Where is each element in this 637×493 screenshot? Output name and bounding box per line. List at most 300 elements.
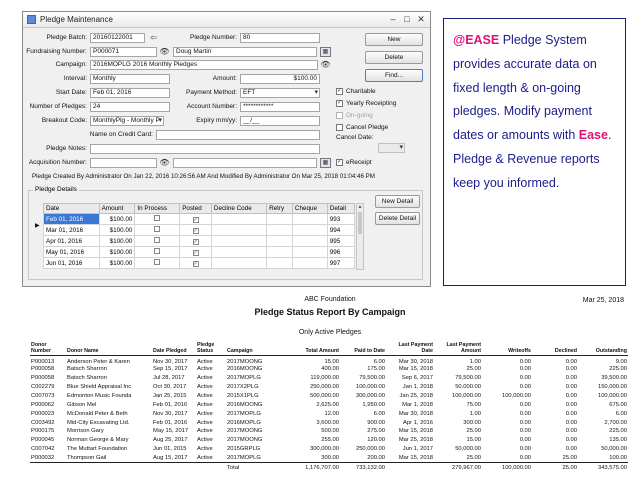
report-cell: 25.00 — [466, 428, 481, 435]
report-cell: 100,000.00 — [355, 384, 385, 391]
report-cell: Jul 28, 2017 — [153, 375, 185, 382]
report-cell: Sep 15, 2017 — [153, 366, 188, 373]
report-cell: 175.00 — [367, 366, 385, 373]
report-cell: 100,000.00 — [597, 392, 627, 399]
report-cell: Thompson Gail — [67, 454, 107, 461]
report-row — [30, 383, 628, 392]
report-cell: 2016MOONG — [227, 366, 263, 373]
report-cell: 0.00 — [565, 401, 577, 408]
report-cell: 2017X2PLG — [227, 384, 259, 391]
pledge-number-field[interactable]: 80 — [240, 33, 320, 43]
posted-checkbox[interactable] — [180, 214, 212, 225]
details-row[interactable] — [44, 225, 355, 236]
report-cell: 300.00 — [321, 454, 339, 461]
report-cell: Active — [197, 446, 213, 453]
details-column-header[interactable]: Amount — [99, 204, 135, 214]
report-cell: Mar 25, 2018 — [398, 437, 433, 444]
pledge-number-label: Pledge Number: — [190, 34, 237, 41]
window-title: Pledge Maintenance — [40, 15, 113, 24]
report-cell: 0.00 — [519, 366, 531, 373]
report-cell: 25.00 — [466, 366, 481, 373]
check-icon: ✓ — [193, 227, 198, 234]
details-column-header[interactable]: Retry — [267, 204, 293, 214]
payment-method-label: Payment Method: — [186, 89, 237, 96]
report-cell: Mar 15, 2018 — [398, 454, 433, 461]
report-cell: Jun 1, 2017 — [402, 446, 433, 453]
details-column-header[interactable]: Detail — [327, 204, 354, 214]
details-cell-retry[interactable] — [267, 225, 293, 236]
details-cell-retry[interactable] — [267, 236, 293, 247]
report-row — [30, 436, 628, 445]
pledge-status-report — [30, 296, 630, 492]
delete-detail-button[interactable]: Delete Detail — [375, 212, 420, 225]
report-cell: 0.00 — [519, 454, 531, 461]
details-cell-date[interactable]: May 01, 2016 — [44, 247, 100, 258]
report-column-header: Declined — [532, 342, 578, 356]
report-organization: ABC Foundation — [304, 296, 356, 303]
details-cell-decline[interactable] — [211, 236, 266, 247]
report-row — [30, 427, 628, 436]
report-cell: 900.00 — [367, 419, 385, 426]
report-cell: 50,000.00 — [601, 446, 627, 453]
details-cell-detail[interactable]: 994 — [327, 225, 354, 236]
report-cell: C007073 — [31, 392, 55, 399]
binoculars-icon[interactable]: 👁 — [159, 158, 170, 167]
report-column-header: Campaign — [226, 342, 288, 356]
report-cell: 250,000.00 — [355, 446, 385, 453]
report-cell: 0.00 — [565, 366, 577, 373]
cancel-pledge-checkbox[interactable]: Cancel Pledge — [336, 124, 388, 131]
number-of-pledges-label: Number of Pledges: — [29, 103, 87, 110]
details-column-header[interactable]: Date — [44, 204, 100, 214]
details-cell-amount[interactable]: $100.00 — [99, 258, 135, 269]
ease-text: Ease — [578, 128, 608, 143]
report-cell: 0.00 — [565, 437, 577, 444]
ereceipt-checkbox[interactable]: ✓ eReceipt — [337, 159, 372, 166]
report-cell: Edmonton Music Founda — [67, 392, 132, 399]
report-column-header: Donor Number — [30, 342, 66, 356]
details-cell-decline[interactable] — [211, 225, 266, 236]
details-cell-detail[interactable]: 996 — [327, 247, 354, 258]
report-cell: 75.00 — [466, 401, 481, 408]
report-cell: Batsch Sharron — [67, 366, 107, 373]
report-cell: 0.00 — [565, 419, 577, 426]
report-cell: 120.00 — [367, 437, 385, 444]
total-last-payment-amount: 279,967.00 — [434, 463, 482, 472]
acquisition-name-field — [173, 158, 317, 168]
maximize-icon[interactable]: □ — [404, 14, 410, 24]
total-writeoffs: 100,000.00 — [482, 463, 532, 472]
posted-checkbox[interactable] — [180, 225, 212, 236]
details-cell-amount[interactable]: $100.00 — [99, 225, 135, 236]
report-cell: Mar 1, 2018 — [402, 401, 433, 408]
total-empty-cell — [66, 463, 152, 472]
brand-text: @EASE — [453, 33, 500, 47]
report-cell: 0.00 — [565, 392, 577, 399]
check-icon: ✓ — [337, 88, 343, 94]
report-cell: 300,000.00 — [355, 392, 385, 399]
report-cell: 0.00 — [565, 384, 577, 391]
report-cell: Jan 25, 2015 — [153, 392, 187, 399]
report-cell: P000062 — [31, 401, 55, 408]
details-cell-retry[interactable] — [267, 214, 293, 225]
report-cell: 225.00 — [609, 428, 627, 435]
calendar-icon[interactable]: ▦ — [320, 158, 331, 168]
details-cell-date[interactable]: Apr 01, 2016 — [44, 236, 100, 247]
check-icon: ✓ — [337, 159, 343, 165]
report-cell: 0.00 — [519, 358, 531, 365]
details-cell-amount[interactable]: $100.00 — [99, 214, 135, 225]
in-process-checkbox[interactable] — [135, 236, 180, 247]
report-date: Mar 25, 2018 — [582, 297, 624, 304]
report-cell: Aug 15, 2017 — [153, 454, 188, 461]
check-icon: ✓ — [337, 100, 343, 106]
report-cell: 100,000.00 — [501, 392, 531, 399]
payment-method-select[interactable]: EFT ▾ — [240, 88, 320, 98]
in-process-checkbox[interactable] — [135, 225, 180, 236]
title-bar — [23, 12, 430, 28]
calendar-icon[interactable]: ▦ — [320, 47, 331, 57]
report-column-header: Total Amount — [288, 342, 340, 356]
posted-checkbox[interactable] — [180, 258, 212, 269]
total-label: Total — [226, 463, 288, 472]
report-row — [30, 445, 628, 454]
report-cell: 275.00 — [367, 428, 385, 435]
binoculars-icon[interactable]: 👁 — [320, 60, 331, 69]
report-cell: 400.00 — [321, 366, 339, 373]
details-column-header[interactable]: Decline Code — [211, 204, 266, 214]
row-pointer-icon: ▶ — [35, 223, 40, 229]
interval-field[interactable]: Monthly — [90, 74, 170, 84]
pledge-batch-field[interactable]: 20160122001 — [90, 33, 145, 43]
report-cell: Gibson Mel — [67, 401, 97, 408]
campaign-label: Campaign: — [55, 61, 87, 68]
report-cell: Active — [197, 454, 213, 461]
report-cell: 119,000.00 — [310, 375, 339, 382]
details-cell-decline[interactable] — [211, 214, 266, 225]
report-cell: Jan 25, 2018 — [399, 392, 433, 399]
report-cell: 500,000.00 — [309, 392, 339, 399]
details-cell-amount[interactable]: $100.00 — [99, 236, 135, 247]
report-cell: 0.00 — [519, 437, 531, 444]
total-empty-cell — [152, 463, 196, 472]
report-cell: Norman George & Mary — [67, 437, 129, 444]
campaign-field[interactable]: 2016MOPLG 2016 Monthly Pledges — [90, 60, 318, 70]
report-cell: Mar 30, 2018 — [398, 410, 433, 417]
report-cell: 6.00 — [615, 410, 627, 417]
details-cell-cheque[interactable] — [292, 236, 327, 247]
in-process-checkbox[interactable] — [135, 247, 180, 258]
report-cell: C007042 — [31, 446, 55, 453]
promo-text-1: Pledge System provides accurate data on fixed length & on-going pledges. Modify payment dates or amounts with — [453, 33, 597, 143]
on-going-checkbox[interactable]: On-going — [336, 112, 373, 119]
details-cell-retry[interactable] — [267, 258, 293, 269]
details-cell-detail[interactable]: 995 — [327, 236, 354, 247]
yearly-receipting-checkbox[interactable]: ✓ Yearly Receipting — [337, 100, 397, 107]
pledge-batch-label: Pledge Batch: — [46, 34, 87, 41]
report-cell: Oct 30, 2017 — [153, 384, 187, 391]
check-icon: ✓ — [193, 216, 198, 223]
breakout-code-select[interactable]: MonthlyPlg - Monthly P ▾ — [90, 116, 164, 126]
report-row — [30, 356, 628, 365]
report-cell: 100,000.00 — [451, 392, 481, 399]
report-title: Pledge Status Report By Campaign — [254, 307, 406, 317]
report-table — [30, 342, 628, 471]
report-cell: 2017MOONG — [227, 437, 263, 444]
report-cell: 150,000.00 — [597, 384, 627, 391]
pledge-details-title: Pledge Details — [35, 186, 77, 193]
report-cell: Aug 25, 2017 — [153, 437, 188, 444]
report-cell: Sep 6, 2017 — [401, 375, 433, 382]
details-cell-cheque[interactable] — [292, 258, 327, 269]
report-cell: 0.00 — [519, 410, 531, 417]
report-cell: 6.00 — [373, 358, 385, 365]
total-empty-cell — [196, 463, 226, 472]
total-declined: 25.00 — [532, 463, 578, 472]
report-cell: Active — [197, 358, 213, 365]
report-cell: P000045 — [31, 437, 55, 444]
fundraising-number-field[interactable]: P000071 — [90, 47, 157, 57]
in-process-checkbox[interactable] — [135, 214, 180, 225]
report-cell: 2017MOPLG — [227, 410, 261, 417]
details-row[interactable] — [44, 247, 355, 258]
report-cell: 0.00 — [565, 410, 577, 417]
pledge-notes-label: Pledge Notes: — [46, 145, 87, 152]
account-number-field[interactable]: ************ — [240, 102, 320, 112]
report-cell: Active — [197, 419, 213, 426]
details-cell-cheque[interactable] — [292, 247, 327, 258]
report-cell: Active — [197, 392, 213, 399]
check-icon: ✓ — [193, 249, 198, 256]
report-cell: 250,000.00 — [309, 384, 339, 391]
start-date-label: Start Date: — [55, 89, 87, 96]
details-cell-amount[interactable]: $100.00 — [99, 247, 135, 258]
check-icon: ✓ — [193, 238, 198, 245]
report-cell: 3,600.00 — [316, 419, 339, 426]
details-scrollbar[interactable] — [356, 203, 364, 270]
expiry-field[interactable]: __/__ — [240, 116, 320, 126]
report-cell: 12.00 — [324, 410, 339, 417]
delete-button[interactable]: Delete — [365, 51, 423, 64]
details-cell-date[interactable]: Feb 01, 2016 — [44, 214, 100, 225]
report-cell: 79,500.00 — [455, 375, 481, 382]
report-column-header: Last Payment Date — [386, 342, 434, 356]
report-cell: Batsch Sharron — [67, 375, 107, 382]
details-cell-date[interactable]: Mar 01, 2016 — [44, 225, 100, 236]
amount-field[interactable]: $100.00 — [240, 74, 320, 84]
report-cell: 135.00 — [609, 437, 627, 444]
pledge-details-table — [43, 203, 355, 269]
details-row[interactable] — [44, 236, 355, 247]
report-cell: P000013 — [31, 358, 55, 365]
report-cell: P000032 — [31, 454, 55, 461]
details-cell-retry[interactable] — [267, 247, 293, 258]
report-cell: 2016MOONG — [227, 401, 263, 408]
fundraising-number-label: Fundraising Number: — [26, 48, 87, 55]
acquisition-number-field[interactable] — [90, 158, 157, 168]
donor-name-field: Doug Martin — [173, 47, 317, 57]
report-column-header: Pledge Status — [196, 342, 226, 356]
posted-checkbox[interactable] — [180, 236, 212, 247]
cancel-date-label: Cancel Date: — [336, 134, 374, 141]
report-cell: 9.00 — [615, 358, 627, 365]
number-of-pledges-field[interactable]: 24 — [90, 102, 170, 112]
details-column-header[interactable]: In Process — [135, 204, 180, 214]
report-row — [30, 400, 628, 409]
report-cell: Mar 15, 2018 — [398, 366, 433, 373]
report-cell: 225.00 — [609, 366, 627, 373]
report-cell: Jan 1, 2018 — [402, 384, 433, 391]
report-cell: 50,000.00 — [455, 384, 481, 391]
report-total-row — [30, 463, 628, 472]
report-column-header: Outstanding — [578, 342, 628, 356]
acquisition-number-label: Acquisition Number: — [28, 159, 87, 166]
report-cell: 2015GRPLG — [227, 446, 261, 453]
minimize-icon[interactable]: – — [390, 14, 396, 24]
report-cell: 500.00 — [321, 428, 339, 435]
posted-checkbox[interactable] — [180, 247, 212, 258]
report-cell: Active — [197, 366, 213, 373]
report-cell: 0.00 — [519, 428, 531, 435]
report-cell: 15.00 — [466, 437, 481, 444]
pledge-maintenance-window — [22, 11, 431, 287]
details-cell-cheque[interactable] — [292, 214, 327, 225]
report-cell: 2015X1PLG — [227, 392, 259, 399]
report-cell: 1.00 — [469, 358, 481, 365]
report-cell: 0.00 — [565, 358, 577, 365]
report-cell: 0.00 — [565, 446, 577, 453]
total-total-amount: 1,176,707.00 — [288, 463, 340, 472]
report-row — [30, 391, 628, 400]
binoculars-icon[interactable]: 👁 — [159, 47, 170, 56]
report-cell: 2,625.00 — [316, 401, 339, 408]
report-cell: Nov 30, 2017 — [153, 410, 188, 417]
scroll-up-icon[interactable]: ▲ — [357, 204, 363, 210]
check-icon: ✓ — [193, 260, 198, 267]
report-cell: 1.00 — [469, 410, 481, 417]
charitable-checkbox[interactable]: ✓ Charitable — [337, 88, 376, 95]
details-row[interactable] — [44, 258, 355, 269]
find-button[interactable]: Find... — [365, 69, 423, 82]
interval-label: Interval: — [63, 75, 87, 82]
report-row — [30, 418, 628, 427]
report-cell: Mid-City Excavating Ltd. — [67, 419, 130, 426]
report-column-header: Writeoffs — [482, 342, 532, 356]
report-cell: C002279 — [31, 384, 55, 391]
report-cell: 25.00 — [466, 454, 481, 461]
scroll-thumb[interactable] — [358, 212, 362, 234]
details-cell-detail[interactable]: 993 — [327, 214, 354, 225]
report-subtitle: Only Active Pledges — [298, 329, 362, 336]
report-cell: Anderson Peter & Karen — [67, 358, 130, 365]
report-cell: 2016MOPLG — [227, 419, 261, 426]
cancel-date-field[interactable] — [378, 143, 405, 153]
report-cell: 79,500.00 — [359, 375, 385, 382]
audit-text: Pledge Created By Administrator On Jan 22, 2016 10:26:56 AM And Modified By Administrator On Mar 25, 2018 01:04:46 PM — [32, 173, 375, 180]
in-process-checkbox[interactable] — [135, 258, 180, 269]
report-row — [30, 454, 628, 463]
total-empty-cell — [30, 463, 66, 472]
total-empty-cell — [386, 463, 434, 472]
report-cell: P000023 — [31, 410, 55, 417]
report-cell: Active — [197, 428, 213, 435]
report-column-header: Donor Name — [66, 342, 152, 356]
report-cell: 200.00 — [367, 454, 385, 461]
report-cell: 1,950.00 — [362, 401, 385, 408]
report-cell: Feb 01, 2016 — [153, 419, 188, 426]
report-cell: McDonald Peter & Beth — [67, 410, 128, 417]
account-number-label: Account Number: — [186, 103, 237, 110]
report-cell: 0.00 — [519, 375, 531, 382]
promo-box — [443, 18, 626, 286]
report-cell: P000175 — [31, 428, 55, 435]
details-column-header[interactable]: Posted — [180, 204, 212, 214]
promo-text-2: . Pledge & Revenue reports keep you informed. — [453, 128, 612, 190]
report-cell: 0.00 — [519, 419, 531, 426]
report-cell: 0.00 — [519, 384, 531, 391]
breakout-code-label: Breakout Code: — [41, 117, 87, 124]
report-cell: 0.00 — [565, 375, 577, 382]
close-icon[interactable]: ✕ — [417, 14, 425, 24]
back-arrow-icon[interactable]: ⇦ — [150, 33, 157, 42]
report-cell: 2017MOPLG — [227, 375, 261, 382]
report-column-header: Date Pledged — [152, 342, 196, 356]
details-cell-decline[interactable] — [211, 258, 266, 269]
report-cell: P000058 — [31, 375, 55, 382]
report-cell: 39,500.00 — [601, 375, 627, 382]
new-button[interactable]: New — [365, 33, 423, 46]
report-cell: 300,000.00 — [309, 446, 339, 453]
start-date-field[interactable]: Feb 01, 2016 — [90, 88, 170, 98]
details-cell-decline[interactable] — [211, 247, 266, 258]
details-row[interactable] — [44, 214, 355, 225]
report-cell: 2017MOONG — [227, 358, 263, 365]
report-cell: Morrison Gary — [67, 428, 104, 435]
report-cell: 50,000.00 — [455, 446, 481, 453]
amount-label: Amount: — [212, 75, 237, 82]
report-cell: Active — [197, 437, 213, 444]
details-cell-cheque[interactable] — [292, 225, 327, 236]
report-cell: P000058 — [31, 366, 55, 373]
report-cell: Blue Shield Appraisal Inc — [67, 384, 132, 391]
new-detail-button[interactable]: New Detail — [375, 195, 420, 208]
report-cell: May 15, 2017 — [153, 428, 189, 435]
name-on-card-label: Name on Credit Card: — [89, 131, 153, 138]
details-cell-detail[interactable]: 997 — [327, 258, 354, 269]
report-cell: 2,700.00 — [604, 419, 627, 426]
report-cell: Mar 30, 2018 — [398, 358, 433, 365]
pledge-notes-field[interactable] — [90, 144, 320, 154]
report-row — [30, 409, 628, 418]
report-cell: 255.00 — [321, 437, 339, 444]
report-cell: Active — [197, 375, 213, 382]
report-cell: Active — [197, 401, 213, 408]
report-row — [30, 365, 628, 374]
total-outstanding: 343,575.00 — [578, 463, 628, 472]
report-row — [30, 374, 628, 383]
report-cell: 2017MOPLG — [227, 454, 261, 461]
report-cell: 0.00 — [519, 401, 531, 408]
expiry-label: Expiry mm/yy: — [196, 117, 237, 124]
report-cell: 15.00 — [324, 358, 339, 365]
details-cell-date[interactable]: Jun 01, 2016 — [44, 258, 100, 269]
details-column-header[interactable]: Cheque — [292, 204, 327, 214]
report-cell: Mar 15, 2018 — [398, 428, 433, 435]
name-on-card-field[interactable] — [156, 130, 320, 140]
total-paid-to-date: 733,132.00 — [340, 463, 386, 472]
report-cell: 25.00 — [562, 454, 577, 461]
report-cell: Nov 30, 2017 — [153, 358, 188, 365]
